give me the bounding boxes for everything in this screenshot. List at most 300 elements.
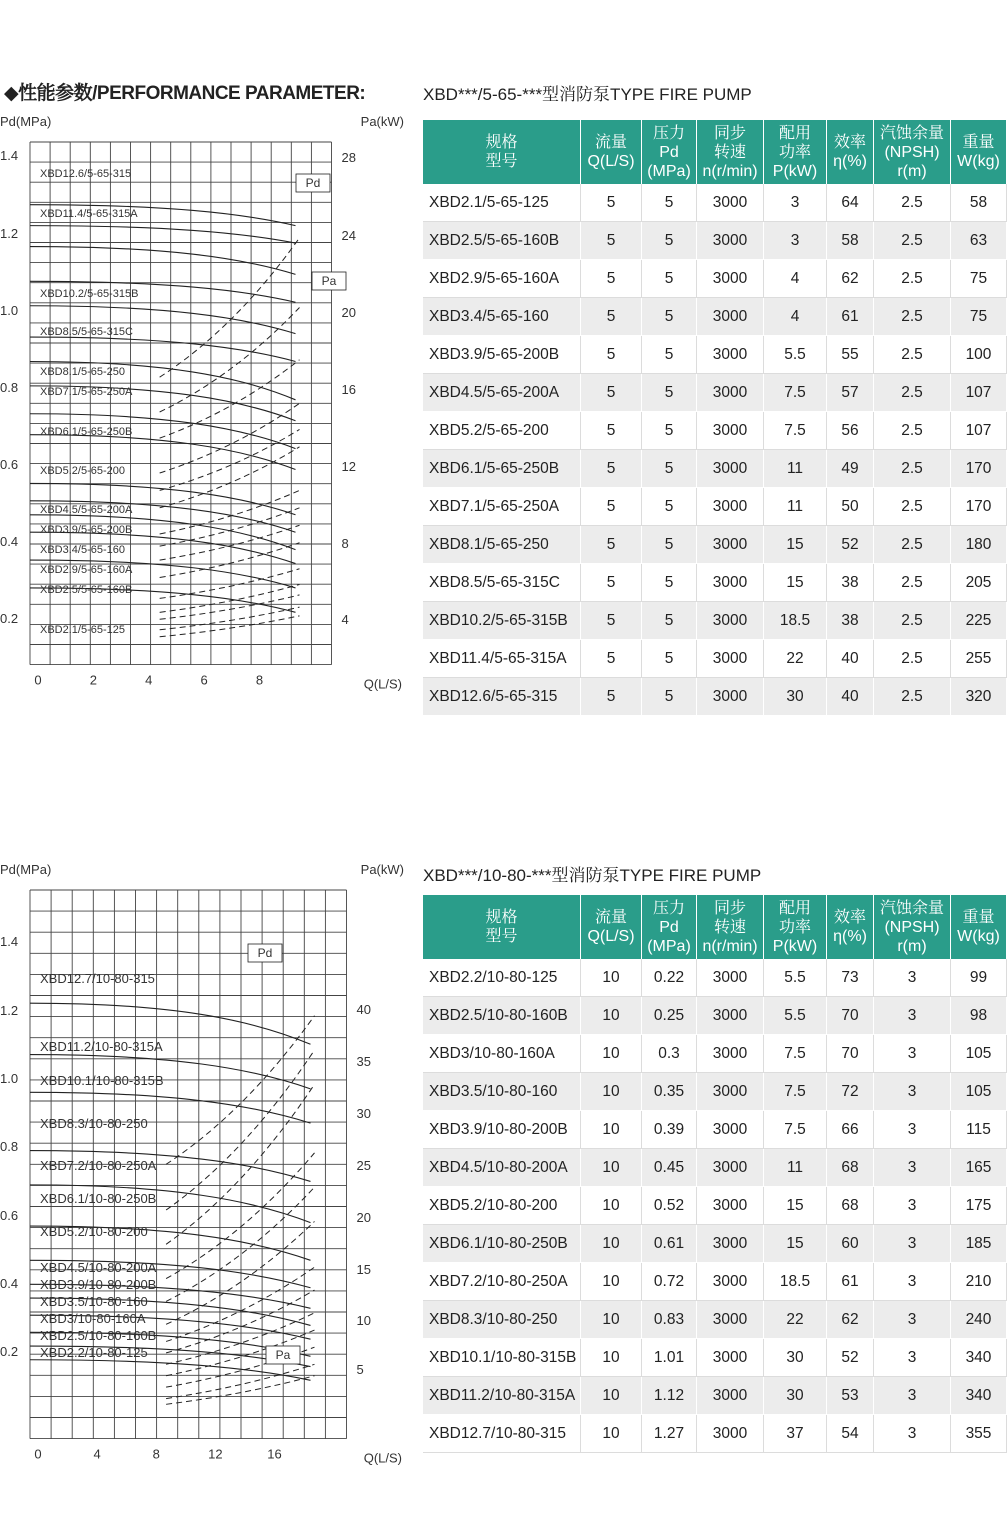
table-cell: 5.5 <box>764 997 827 1035</box>
y-tick-label: 1.4 <box>0 148 19 163</box>
table-cell: 18.5 <box>764 602 827 640</box>
table-cell: 75 <box>951 298 1007 336</box>
y-tick-label: 0.4 <box>0 1276 19 1291</box>
table-cell: 22 <box>764 1301 827 1339</box>
table-cell: 5 <box>581 336 642 374</box>
series-label: XBD12.7/10-80-315 <box>40 971 155 986</box>
model-cell: XBD4.5/5-65-200A <box>423 374 581 412</box>
table-cell: 68 <box>827 1149 874 1187</box>
table-cell: 30 <box>764 1339 827 1377</box>
table-cell: 3 <box>874 1263 951 1301</box>
table-cell: 61 <box>827 298 874 336</box>
column-header: 流量 Q(L/S) <box>581 895 642 959</box>
column-header: 汽蚀余量 (NPSH) r(m) <box>874 895 951 959</box>
x-tick-label: 6 <box>200 672 208 688</box>
table-cell: 3 <box>874 1377 951 1415</box>
series-label: XBD3/10-80-160A <box>40 1311 146 1326</box>
pa-curve <box>160 616 300 637</box>
y-tick-label: 0.2 <box>0 611 19 626</box>
column-header: 配用 功率 P(kW) <box>764 895 827 959</box>
y-tick-label: 0.8 <box>0 380 19 395</box>
table-cell: 0.3 <box>642 1035 697 1073</box>
table-cell: 0.25 <box>642 997 697 1035</box>
series-label: XBD11.2/10-80-315A <box>40 1039 163 1054</box>
table-cell: 3000 <box>697 184 764 222</box>
table-cell: 3000 <box>697 374 764 412</box>
y2-tick-label: 15 <box>356 1262 371 1277</box>
table-cell: 10 <box>581 1187 642 1225</box>
table-cell: 3 <box>874 1301 951 1339</box>
model-cell: XBD6.1/10-80-250B <box>423 1225 581 1263</box>
table-row <box>423 488 1007 526</box>
table-row <box>423 412 1007 450</box>
table-cell: 15 <box>764 1225 827 1263</box>
table-cell: 3000 <box>697 1415 764 1453</box>
model-cell: XBD3.9/10-80-200B <box>423 1111 581 1149</box>
table-cell: 0.72 <box>642 1263 697 1301</box>
table-row <box>423 526 1007 564</box>
table-cell: 10 <box>581 1225 642 1263</box>
model-cell: XBD8.5/5-65-315C <box>423 564 581 602</box>
table-cell: 2.5 <box>874 526 951 564</box>
table-cell: 3000 <box>697 1035 764 1073</box>
column-header: 流量 Q(L/S) <box>581 120 642 184</box>
table-row <box>423 1073 1007 1111</box>
series-label: XBD2.5/10-80-160B <box>40 1328 157 1343</box>
table1-title: XBD***/5-65-***型消防泵TYPE FIRE PUMP <box>423 85 752 104</box>
table-cell: 3 <box>874 1111 951 1149</box>
y-tick-label: 0.4 <box>0 534 19 549</box>
y2-axis-label: Pa(kW) <box>360 114 404 129</box>
table-cell: 7.5 <box>764 1035 827 1073</box>
model-cell: XBD3/10-80-160A <box>423 1035 581 1073</box>
table-cell: 115 <box>951 1111 1007 1149</box>
table-cell: 5 <box>581 678 642 716</box>
x-tick-label: 16 <box>267 1446 282 1462</box>
table-cell: 3000 <box>697 1073 764 1111</box>
table-cell: 1.12 <box>642 1377 697 1415</box>
table-cell: 2.5 <box>874 564 951 602</box>
y-tick-label: 0.6 <box>0 1208 19 1223</box>
table-cell: 10 <box>581 1149 642 1187</box>
table-cell: 5 <box>581 488 642 526</box>
table-cell: 5 <box>642 184 697 222</box>
table-row <box>423 298 1007 336</box>
table-cell: 3000 <box>697 1149 764 1187</box>
series-label: XBD12.6/5-65-315 <box>40 168 132 180</box>
table-cell: 10 <box>581 959 642 997</box>
spec-table-10-80 <box>423 895 1007 1453</box>
table-cell: 100 <box>951 336 1007 374</box>
table-cell: 0.39 <box>642 1111 697 1149</box>
table-cell: 2.5 <box>874 488 951 526</box>
table-cell: 4 <box>764 260 827 298</box>
table-row <box>423 1225 1007 1263</box>
series-label: XBD6.1/5-65-250B <box>40 426 133 438</box>
table-cell: 170 <box>951 450 1007 488</box>
table-cell: 5 <box>642 260 697 298</box>
table-cell: 50 <box>827 488 874 526</box>
table-row <box>423 1263 1007 1301</box>
y-tick-label: 0.6 <box>0 457 19 472</box>
x-axis-label: Q(L/S) <box>363 676 402 692</box>
y2-tick-label: 25 <box>356 1158 371 1173</box>
table-cell: 3000 <box>697 602 764 640</box>
pa-curve <box>160 360 300 438</box>
table-cell: 170 <box>951 488 1007 526</box>
x-tick-label: 8 <box>152 1446 160 1462</box>
column-header: 同步 转速 n(r/min) <box>697 120 764 184</box>
y-tick-label: 0.8 <box>0 1139 19 1154</box>
table-cell: 3000 <box>697 412 764 450</box>
pa-curve <box>166 1376 314 1405</box>
series-label: XBD3.9/5-65-200B <box>40 524 133 536</box>
series-label: XBD10.2/5-65-315B <box>40 288 139 300</box>
y-tick-label: 0.2 <box>0 1344 19 1359</box>
model-cell: XBD3.5/10-80-160 <box>423 1073 581 1111</box>
table-cell: 1.27 <box>642 1415 697 1453</box>
y2-tick-label: 12 <box>341 459 356 474</box>
table-cell: 5 <box>642 526 697 564</box>
model-cell: XBD10.2/5-65-315B <box>423 602 581 640</box>
table-row <box>423 1187 1007 1225</box>
y2-tick-label: 24 <box>341 228 356 243</box>
table-cell: 70 <box>827 997 874 1035</box>
column-header: 效率 η(%) <box>827 895 874 959</box>
column-header: 效率 η(%) <box>827 120 874 184</box>
model-cell: XBD5.2/5-65-200 <box>423 412 581 450</box>
y-tick-label: 1.0 <box>0 1071 19 1086</box>
table-cell: 15 <box>764 564 827 602</box>
column-header: 规格 型号 <box>423 120 581 184</box>
table-cell: 5 <box>642 412 697 450</box>
table-cell: 3000 <box>697 336 764 374</box>
table-cell: 1.01 <box>642 1339 697 1377</box>
table-cell: 105 <box>951 1035 1007 1073</box>
y-tick-label: 1.2 <box>0 1003 19 1018</box>
y2-tick-label: 4 <box>341 612 349 627</box>
table-cell: 5 <box>642 298 697 336</box>
table-cell: 5 <box>642 222 697 260</box>
table-row <box>423 1415 1007 1453</box>
table-cell: 340 <box>951 1377 1007 1415</box>
pd-marker: Pd <box>257 946 273 960</box>
table-cell: 5 <box>581 450 642 488</box>
table-cell: 2.5 <box>874 602 951 640</box>
table-cell: 3000 <box>697 1377 764 1415</box>
table-cell: 0.45 <box>642 1149 697 1187</box>
column-header: 压力 Pd (MPa) <box>642 120 697 184</box>
pa-curve <box>166 1050 314 1210</box>
table-cell: 5 <box>642 488 697 526</box>
table-cell: 165 <box>951 1149 1007 1187</box>
y2-tick-label: 8 <box>341 536 349 551</box>
table-cell: 105 <box>951 1073 1007 1111</box>
table-cell: 68 <box>827 1187 874 1225</box>
table-cell: 0.61 <box>642 1225 697 1263</box>
table-cell: 2.5 <box>874 260 951 298</box>
table-row <box>423 997 1007 1035</box>
model-cell: XBD7.1/5-65-250A <box>423 488 581 526</box>
table-row <box>423 959 1007 997</box>
x-tick-label: 0 <box>34 1446 42 1462</box>
table-row <box>423 260 1007 298</box>
table-cell: 3 <box>874 1415 951 1453</box>
table-cell: 3 <box>874 1187 951 1225</box>
series-label: XBD2.5/5-65-160B <box>40 584 133 596</box>
table-row <box>423 1035 1007 1073</box>
column-header: 重量 W(kg) <box>951 895 1007 959</box>
column-header: 重量 W(kg) <box>951 120 1007 184</box>
table-cell: 40 <box>827 640 874 678</box>
table-cell: 52 <box>827 1339 874 1377</box>
table-cell: 30 <box>764 1377 827 1415</box>
table-cell: 5 <box>642 678 697 716</box>
table-row <box>423 1377 1007 1415</box>
column-header: 汽蚀余量 (NPSH) r(m) <box>874 120 951 184</box>
pa-marker: Pa <box>321 274 337 288</box>
table-cell: 10 <box>581 1301 642 1339</box>
spec-table-5-65 <box>423 120 1007 716</box>
table-cell: 2.5 <box>874 450 951 488</box>
series-label: XBD7.2/10-80-250A <box>40 1158 157 1173</box>
table-row <box>423 1301 1007 1339</box>
model-cell: XBD6.1/5-65-250B <box>423 450 581 488</box>
table-row <box>423 222 1007 260</box>
x-tick-label: 4 <box>145 672 153 688</box>
table-cell: 2.5 <box>874 412 951 450</box>
y2-tick-label: 40 <box>356 1002 371 1017</box>
column-header: 规格 型号 <box>423 895 581 959</box>
table-cell: 10 <box>581 1263 642 1301</box>
table-cell: 15 <box>764 1187 827 1225</box>
table-cell: 61 <box>827 1263 874 1301</box>
table-cell: 5 <box>581 222 642 260</box>
table-cell: 3000 <box>697 678 764 716</box>
table-cell: 3000 <box>697 222 764 260</box>
x-tick-label: 4 <box>93 1446 101 1462</box>
table-cell: 320 <box>951 678 1007 716</box>
table-cell: 0.52 <box>642 1187 697 1225</box>
table-cell: 0.35 <box>642 1073 697 1111</box>
table-cell: 3000 <box>697 298 764 336</box>
performance-chart-10-80 <box>0 858 410 1466</box>
series-label: XBD4.5/5-65-200A <box>40 504 133 516</box>
table-cell: 7.5 <box>764 374 827 412</box>
table-row <box>423 640 1007 678</box>
table2-title: XBD***/10-80-***型消防泵TYPE FIRE PUMP <box>423 866 762 885</box>
table-cell: 53 <box>827 1377 874 1415</box>
table-cell: 3000 <box>697 450 764 488</box>
table-row <box>423 602 1007 640</box>
y-tick-label: 1.2 <box>0 226 19 241</box>
x-tick-label: 0 <box>34 672 42 688</box>
model-cell: XBD4.5/10-80-200A <box>423 1149 581 1187</box>
table-cell: 52 <box>827 526 874 564</box>
table-row <box>423 184 1007 222</box>
y2-tick-label: 20 <box>341 305 356 320</box>
table-cell: 5 <box>642 564 697 602</box>
table-cell: 2.5 <box>874 374 951 412</box>
table-cell: 66 <box>827 1111 874 1149</box>
pa-curve <box>160 607 300 630</box>
table-cell: 107 <box>951 412 1007 450</box>
table-cell: 7.5 <box>764 412 827 450</box>
model-cell: XBD11.4/5-65-315A <box>423 640 581 678</box>
column-header: 压力 Pd (MPa) <box>642 895 697 959</box>
y2-tick-label: 35 <box>356 1054 371 1069</box>
table-cell: 3 <box>874 1225 951 1263</box>
table-cell: 10 <box>581 1035 642 1073</box>
table-cell: 5 <box>581 374 642 412</box>
series-label: XBD4.5/10-80-200A <box>40 1260 157 1275</box>
table-cell: 3000 <box>697 997 764 1035</box>
table-cell: 3000 <box>697 526 764 564</box>
table-cell: 56 <box>827 412 874 450</box>
x-tick-label: 2 <box>89 672 97 688</box>
series-label: XBD2.1/5-65-125 <box>40 624 125 636</box>
table-cell: 10 <box>581 1415 642 1453</box>
table-cell: 60 <box>827 1225 874 1263</box>
pa-curve <box>160 429 300 490</box>
table-cell: 3 <box>874 1073 951 1111</box>
series-label: XBD8.5/5-65-315C <box>40 326 133 338</box>
table-cell: 3000 <box>697 564 764 602</box>
model-cell: XBD3.9/5-65-200B <box>423 336 581 374</box>
table-cell: 2.5 <box>874 336 951 374</box>
table-cell: 99 <box>951 959 1007 997</box>
table-cell: 205 <box>951 564 1007 602</box>
model-cell: XBD2.9/5-65-160A <box>423 260 581 298</box>
table-cell: 5 <box>581 412 642 450</box>
table-cell: 2.5 <box>874 678 951 716</box>
table-cell: 11 <box>764 1149 827 1187</box>
table-cell: 10 <box>581 1377 642 1415</box>
table-cell: 3 <box>874 1035 951 1073</box>
table-cell: 37 <box>764 1415 827 1453</box>
table-cell: 3 <box>764 184 827 222</box>
series-label: XBD7.1/5-65-250A <box>40 386 133 398</box>
y2-tick-label: 16 <box>341 382 356 397</box>
table-cell: 4 <box>764 298 827 336</box>
series-label: XBD6.1/10-80-250B <box>40 1191 157 1206</box>
model-cell: XBD2.2/10-80-125 <box>423 959 581 997</box>
series-label: XBD3.4/5-65-160 <box>40 544 125 556</box>
table-cell: 30 <box>764 678 827 716</box>
series-label: XBD5.2/10-80-200 <box>40 1224 148 1239</box>
y2-tick-label: 20 <box>356 1210 371 1225</box>
table-cell: 98 <box>951 997 1007 1035</box>
x-tick-label: 8 <box>255 672 264 688</box>
table-cell: 5 <box>642 336 697 374</box>
table-cell: 55 <box>827 336 874 374</box>
model-cell: XBD3.4/5-65-160 <box>423 298 581 336</box>
table-cell: 3000 <box>697 640 764 678</box>
column-header: 配用 功率 P(kW) <box>764 120 827 184</box>
table-cell: 5 <box>642 640 697 678</box>
table-cell: 185 <box>951 1225 1007 1263</box>
table-cell: 11 <box>764 450 827 488</box>
table-cell: 57 <box>827 374 874 412</box>
y2-tick-label: 30 <box>356 1106 371 1121</box>
table-cell: 54 <box>827 1415 874 1453</box>
table-cell: 5 <box>642 374 697 412</box>
table-cell: 225 <box>951 602 1007 640</box>
pa-curve <box>160 403 300 473</box>
pa-curve <box>160 490 300 534</box>
table-cell: 63 <box>951 222 1007 260</box>
table-cell: 70 <box>827 1035 874 1073</box>
table-cell: 10 <box>581 997 642 1035</box>
table-cell: 5 <box>581 298 642 336</box>
series-label: XBD2.2/10-80-125 <box>40 1345 148 1360</box>
y-axis-label: Pd(MPa) <box>0 862 52 877</box>
table-cell: 3000 <box>697 260 764 298</box>
table-cell: 10 <box>581 1111 642 1149</box>
table-cell: 73 <box>827 959 874 997</box>
table-cell: 3000 <box>697 488 764 526</box>
x-axis-label: Q(L/S) <box>363 1450 402 1466</box>
table-cell: 5 <box>581 564 642 602</box>
model-cell: XBD12.6/5-65-315 <box>423 678 581 716</box>
model-cell: XBD8.1/5-65-250 <box>423 526 581 564</box>
pa-marker: Pa <box>275 1348 291 1362</box>
table-cell: 240 <box>951 1301 1007 1339</box>
series-label: XBD2.9/5-65-160A <box>40 564 133 576</box>
series-label: XBD5.2/5-65-200 <box>40 465 125 477</box>
table-cell: 0.22 <box>642 959 697 997</box>
table-cell: 72 <box>827 1073 874 1111</box>
table-cell: 340 <box>951 1339 1007 1377</box>
table-cell: 5 <box>642 602 697 640</box>
model-cell: XBD7.2/10-80-250A <box>423 1263 581 1301</box>
table-cell: 5 <box>581 640 642 678</box>
table-cell: 3 <box>874 997 951 1035</box>
model-cell: XBD12.7/10-80-315 <box>423 1415 581 1453</box>
y2-axis-label: Pa(kW) <box>360 862 404 877</box>
table-cell: 255 <box>951 640 1007 678</box>
table-cell: 62 <box>827 260 874 298</box>
table-row <box>423 1111 1007 1149</box>
table-cell: 5.5 <box>764 959 827 997</box>
table-cell: 10 <box>581 1339 642 1377</box>
table-cell: 22 <box>764 640 827 678</box>
table-cell: 5 <box>581 602 642 640</box>
table-cell: 58 <box>951 184 1007 222</box>
series-label: XBD3.9/10-80-200B <box>40 1277 157 1292</box>
table-cell: 210 <box>951 1263 1007 1301</box>
y2-tick-label: 28 <box>341 150 356 165</box>
series-label: XBD8.3/10-80-250 <box>40 1116 148 1131</box>
table-cell: 2.5 <box>874 184 951 222</box>
x-tick-label: 12 <box>208 1446 223 1462</box>
table-cell: 38 <box>827 564 874 602</box>
column-header: 同步 转速 n(r/min) <box>697 895 764 959</box>
table-cell: 5 <box>581 526 642 564</box>
table-cell: 18.5 <box>764 1263 827 1301</box>
table-cell: 3000 <box>697 959 764 997</box>
table-cell: 3 <box>874 1149 951 1187</box>
table-cell: 3 <box>764 222 827 260</box>
table-cell: 11 <box>764 488 827 526</box>
table-cell: 3 <box>874 959 951 997</box>
table-cell: 15 <box>764 526 827 564</box>
table-cell: 40 <box>827 678 874 716</box>
y2-tick-label: 5 <box>356 1362 364 1377</box>
table-cell: 3000 <box>697 1111 764 1149</box>
table-cell: 5 <box>642 450 697 488</box>
table-cell: 2.5 <box>874 640 951 678</box>
